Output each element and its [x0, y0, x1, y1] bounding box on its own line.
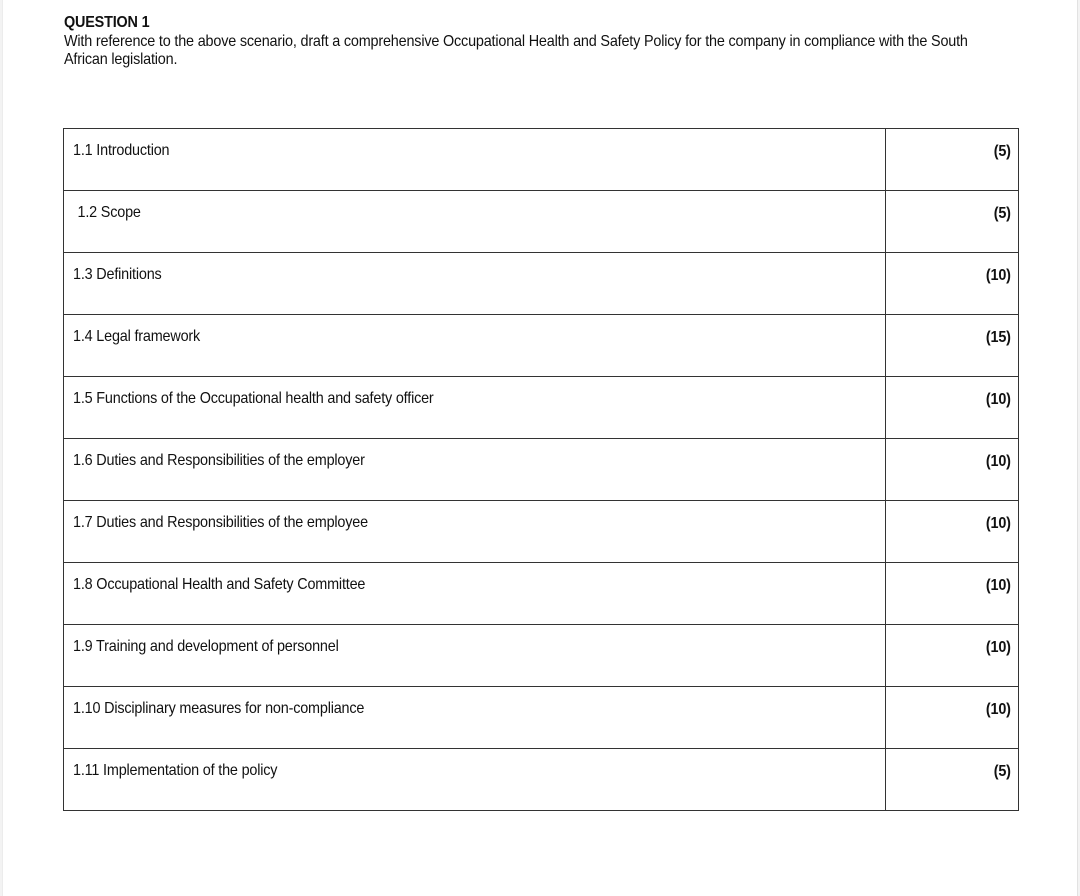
question-text: With reference to the above scenario, draft a comprehensive Occupational Health and Safety Policy for the company in compliance with the South African legislation.	[64, 33, 968, 68]
section-marks-cell	[886, 501, 1019, 563]
document-page	[2, 0, 1078, 896]
section-marks-cell	[886, 439, 1019, 501]
table-row	[64, 253, 1019, 315]
section-label-cell	[64, 749, 886, 811]
section-label: 1.7 Duties and Responsibilities of the employee	[73, 514, 368, 531]
section-marks: (10)	[985, 639, 1011, 656]
section-label-cell	[64, 625, 886, 687]
section-marks: (15)	[985, 329, 1011, 346]
section-marks-cell	[886, 377, 1019, 439]
section-marks: (10)	[985, 701, 1011, 718]
section-label: 1.4 Legal framework	[73, 328, 201, 345]
section-label: 1.9 Training and development of personnel	[73, 638, 339, 655]
section-label: 1.6 Duties and Responsibilities of the employer	[73, 452, 365, 469]
table-row	[64, 625, 1019, 687]
table-row	[64, 377, 1019, 439]
section-label-cell	[64, 253, 886, 315]
section-marks-cell	[886, 129, 1019, 191]
section-label: 1.2 Scope	[77, 204, 141, 221]
section-label-cell	[64, 501, 886, 563]
section-marks-cell	[886, 563, 1019, 625]
table-row	[64, 749, 1019, 811]
section-label-cell	[64, 315, 886, 377]
section-label-cell	[64, 687, 886, 749]
table-row	[64, 191, 1019, 253]
table-row	[64, 129, 1019, 191]
section-label: 1.3 Definitions	[73, 266, 162, 283]
section-marks-cell	[886, 315, 1019, 377]
section-label: 1.11 Implementation of the policy	[73, 762, 278, 779]
question-title: QUESTION 1	[64, 14, 150, 31]
section-marks-cell	[886, 191, 1019, 253]
policy-sections-table	[63, 128, 1019, 811]
section-label-cell	[64, 191, 886, 253]
section-marks-cell	[886, 253, 1019, 315]
section-label-cell	[64, 377, 886, 439]
section-marks: (5)	[993, 763, 1011, 780]
section-label-cell	[64, 439, 886, 501]
section-label-cell	[64, 129, 886, 191]
table-row	[64, 315, 1019, 377]
table-row	[64, 687, 1019, 749]
section-marks: (10)	[985, 577, 1011, 594]
section-marks: (10)	[985, 515, 1011, 532]
section-marks-cell	[886, 687, 1019, 749]
section-label-cell	[64, 563, 886, 625]
section-marks: (10)	[985, 453, 1011, 470]
section-marks: (10)	[985, 391, 1011, 408]
section-marks: (10)	[985, 267, 1011, 284]
section-label: 1.8 Occupational Health and Safety Committee	[73, 576, 366, 593]
section-label: 1.1 Introduction	[73, 142, 170, 159]
table-row	[64, 439, 1019, 501]
section-marks: (5)	[993, 205, 1011, 222]
table-row	[64, 563, 1019, 625]
section-label: 1.5 Functions of the Occupational health and safety officer	[73, 390, 434, 407]
section-marks: (5)	[993, 143, 1011, 160]
section-label: 1.10 Disciplinary measures for non-compliance	[73, 700, 365, 717]
table-row	[64, 501, 1019, 563]
section-marks-cell	[886, 625, 1019, 687]
section-marks-cell	[886, 749, 1019, 811]
